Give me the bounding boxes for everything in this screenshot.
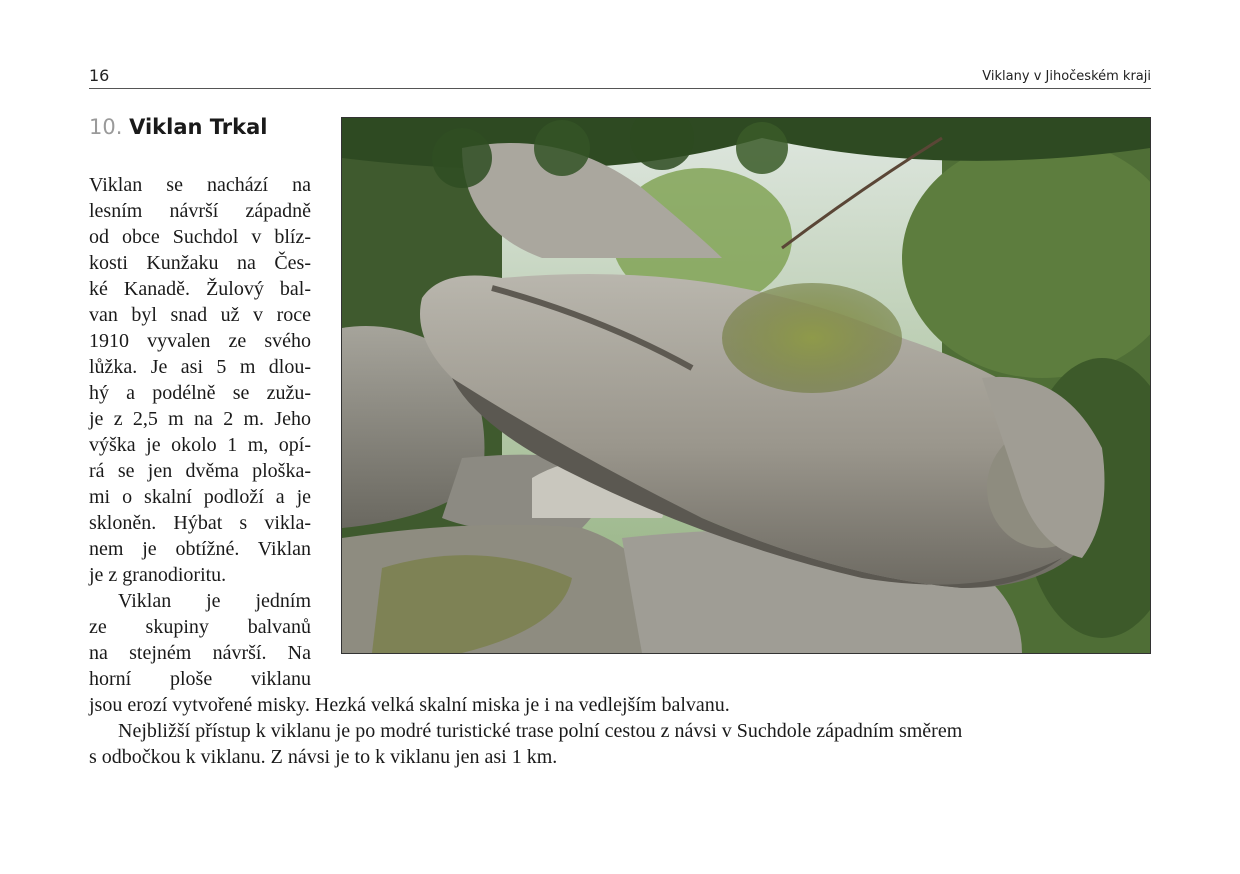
article-number: 10. (89, 115, 123, 139)
page-header (89, 64, 1151, 89)
page-number: 16 (89, 66, 110, 85)
rock-photo (341, 117, 1151, 654)
text-line: je z granodioritu. (89, 564, 227, 586)
text-line: od obce Suchdol v blíz- (89, 226, 311, 248)
text-line: rá se jen dvěma ploška- (89, 460, 311, 482)
text-line: van byl snad už v roce (89, 304, 311, 326)
text-line: horní ploše viklanu (89, 668, 311, 690)
text-line: 1910 vyvalen ze svého (89, 330, 311, 352)
text-line: skloněn. Hýbat s vikla- (89, 512, 311, 534)
paragraph-3-line-1: Nejbližší přístup k viklanu je po modré turistické trase polní cestou z návsi v Suchdole západním směrem (118, 720, 963, 742)
text-line: výška je okolo 1 m, opí- (89, 434, 311, 456)
text-line: nem je obtížné. Viklan (89, 538, 311, 560)
text-line: lůžka. Je asi 5 m dlou- (89, 356, 311, 378)
text-line: ké Kanadě. Žulový bal- (89, 278, 311, 300)
text-line: hý a podélně se zužu- (89, 382, 311, 404)
text-line: na stejném návrší. Na (89, 642, 311, 664)
text-line: Viklan se nachází na (89, 174, 311, 196)
text-line: Viklan je jedním (118, 590, 311, 612)
text-line: je z 2,5 m na 2 m. Jeho (89, 408, 311, 430)
text-line: ze skupiny balvanů (89, 616, 311, 638)
article-title: Viklan Trkal (129, 115, 268, 139)
text-line: lesním návrší západně (89, 200, 311, 222)
article-heading (89, 115, 267, 139)
paragraph-2 (89, 588, 311, 692)
paragraph-2-end: jsou erozí vytvořené misky. Hezká velká skalní miska je i na vedlejším balvanu. (89, 694, 730, 716)
text-line: kosti Kunžaku na Čes- (89, 252, 311, 274)
text-line: mi o skalní podloží a je (89, 486, 311, 508)
paragraph-1 (89, 172, 311, 588)
running-title: Viklany v Jihočeském kraji (982, 69, 1151, 84)
paragraph-3-line-2: s odbočkou k viklanu. Z návsi je to k viklanu jen asi 1 km. (89, 746, 558, 768)
